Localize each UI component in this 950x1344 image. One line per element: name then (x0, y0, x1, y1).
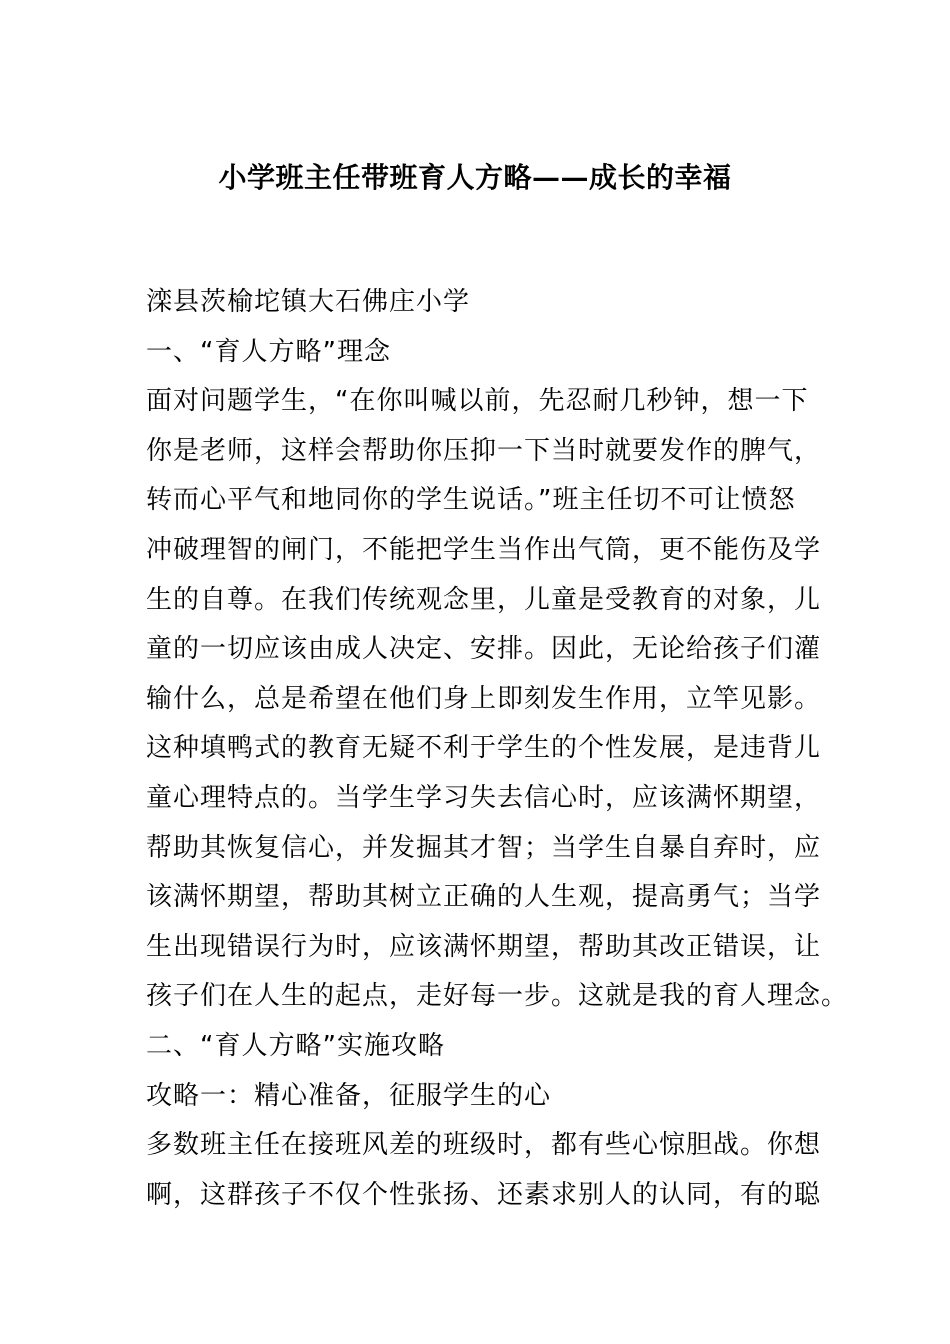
paragraph-line: 生出现错误行为时，应该满怀期望，帮助其改正错误，让 (146, 931, 822, 962)
document-title: 小学班主任带班育人方略——成长的幸福 (218, 161, 732, 194)
paragraph-line: 帮助其恢复信心，并发掘其才智；当学生自暴自弃时，应 (146, 832, 822, 863)
paragraph-line: 该满怀期望，帮助其树立正确的人生观，提高勇气；当学 (146, 882, 822, 913)
subsection-heading: 攻略一：精心准备，征服学生的心 (146, 1080, 552, 1111)
paragraph-line: 孩子们在人生的起点，走好每一步。这就是我的育人理念。 (146, 981, 849, 1012)
document-body (146, 278, 849, 1220)
paragraph-line: 这种填鸭式的教育无疑不利于学生的个性发展，是违背儿 (146, 733, 822, 764)
paragraph-line: 输什么，总是希望在他们身上即刻发生作用，立竿见影。 (146, 683, 822, 714)
section-heading-2: 二、“育人方略”实施攻略 (146, 1030, 445, 1061)
paragraph-line: 啊，这群孩子不仅个性张扬、还素求别人的认同，有的聪 (146, 1179, 822, 1210)
paragraph-line: 童的一切应该由成人决定、安排。因此，无论给孩子们灌 (146, 634, 822, 665)
paragraph-line: 多数班主任在接班风差的班级时，都有些心惊胆战。你想 (146, 1130, 822, 1161)
paragraph-line: 生的自尊。在我们传统观念里，儿童是受教育的对象，儿 (146, 584, 822, 615)
section-heading-1: 一、“育人方略”理念 (146, 336, 391, 367)
paragraph-line: 冲破理智的闸门，不能把学生当作出气筒，更不能伤及学 (146, 534, 822, 565)
paragraph-line: 你是老师，这样会帮助你压抑一下当时就要发作的脾气， (146, 435, 822, 466)
paragraph-line: 面对问题学生，“在你叫喊以前，先忍耐几秒钟，想一下 (146, 386, 809, 417)
school-name-line: 滦县茨榆坨镇大石佛庄小学 (146, 287, 471, 317)
paragraph-line: 童心理特点的。当学生学习失去信心时，应该满怀期望， (146, 782, 822, 813)
paragraph-line: 转而心平气和地同你的学生说话。”班主任切不可让愤怒 (146, 485, 796, 516)
